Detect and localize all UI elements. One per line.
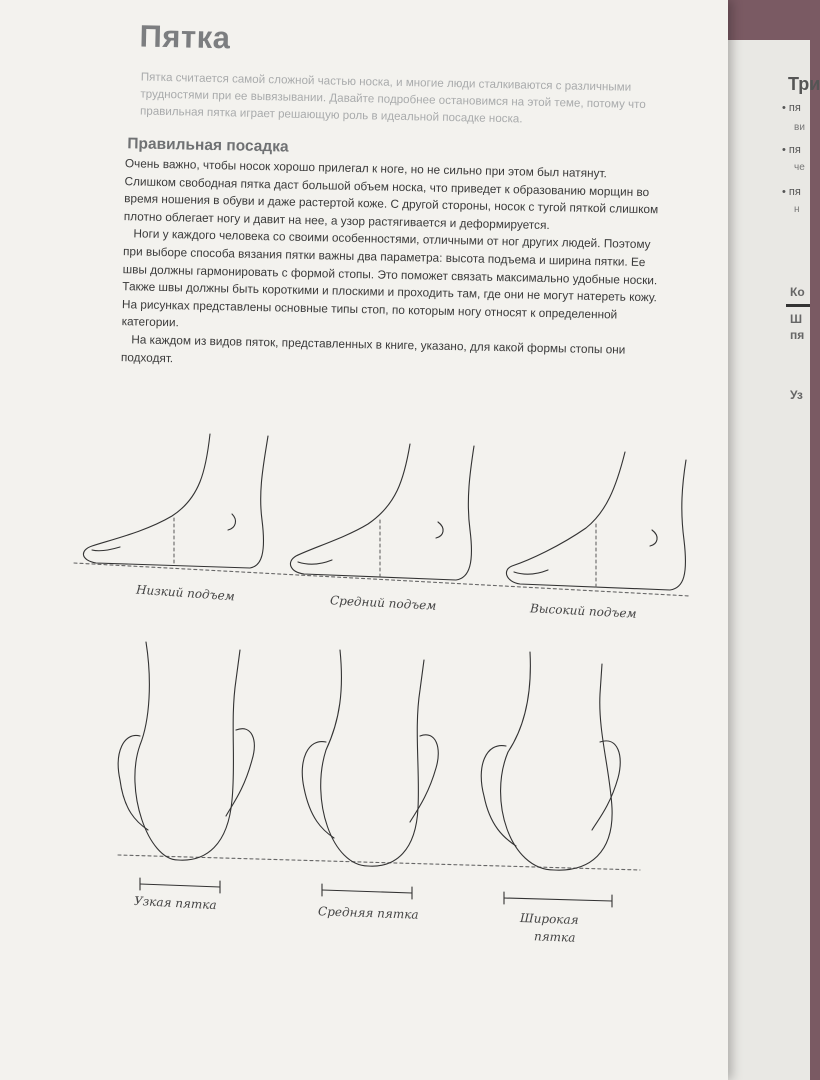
intro-paragraph: Пятка считается самой сложной частью носка, и многие люди сталкиваются с различными трудностями при ее вывязывании. Давайте подробнее остановимся на этой теме, потому что правильная пятка играет решающую роль в идеальной посадке носка. <box>139 70 646 126</box>
caption-low-instep: Низкий подъем <box>135 582 236 604</box>
table-cell: пя <box>790 328 805 342</box>
next-page <box>724 40 820 1080</box>
caption-wide-heel-2: пятка <box>533 929 576 945</box>
next-page-bullet: • пя <box>782 102 801 114</box>
caption-medium-instep: Средний подъем <box>329 593 437 613</box>
next-page-text: че <box>794 162 805 173</box>
next-page-text: н <box>794 204 800 215</box>
caption-high-instep: Высокий подъем <box>529 601 637 621</box>
next-page-text: ви <box>794 122 805 133</box>
next-page-bullet: • пя <box>782 144 801 156</box>
next-page-heading: Ко <box>790 285 805 299</box>
medium-instep-foot <box>290 444 474 580</box>
high-instep-foot <box>506 452 686 590</box>
page-title: Пятка <box>139 18 231 56</box>
table-rule <box>786 304 810 307</box>
next-page-bullet: • пя <box>782 186 801 198</box>
next-page-title: Три <box>788 74 820 94</box>
low-instep-foot <box>83 434 268 568</box>
caption-wide-heel: Широкая <box>519 910 579 928</box>
medium-heel <box>302 650 438 899</box>
ground-line <box>118 855 640 870</box>
caption-medium-heel: Средняя пятка <box>317 904 419 922</box>
paragraph: На каждом из видов пяток, представленных в книге, указано, для какой формы стопы они подходят. <box>120 332 626 365</box>
table-cell: Уз <box>790 388 803 402</box>
paragraph: Очень важно, чтобы носок хорошо прилегал к ноге, но не сильно при этом был натянут. Слишком свободная пятка даст большой объем носка, что приведет к образованию морщин во время ношения в обуви и даже растертой коже. С другой стороны, носок с тугой пяткой слишком плотно облегает ногу и давит на нее, а узор растягивается и деформируется. <box>123 156 659 232</box>
section-heading: Правильная посадка <box>127 135 289 156</box>
paragraph: Ноги у каждого человека со своими особенностями, отличными от ног других людей. Поэтому при выборе способа вязания пятки важны два параметра: высота подъема и ширина пятки. Ее швы должны гармонировать с формой стопы. Это поможет связать максимально удобные носки. Также швы должны быть короткими и плоскими и проходить там, где они не могут натереть кожу. На рисунках представлены основные типы стоп, по которым ногу относят к определенной категории. <box>121 226 658 330</box>
caption-narrow-heel: Узкая пятка <box>133 893 217 913</box>
table-cell: Ш <box>790 312 803 326</box>
